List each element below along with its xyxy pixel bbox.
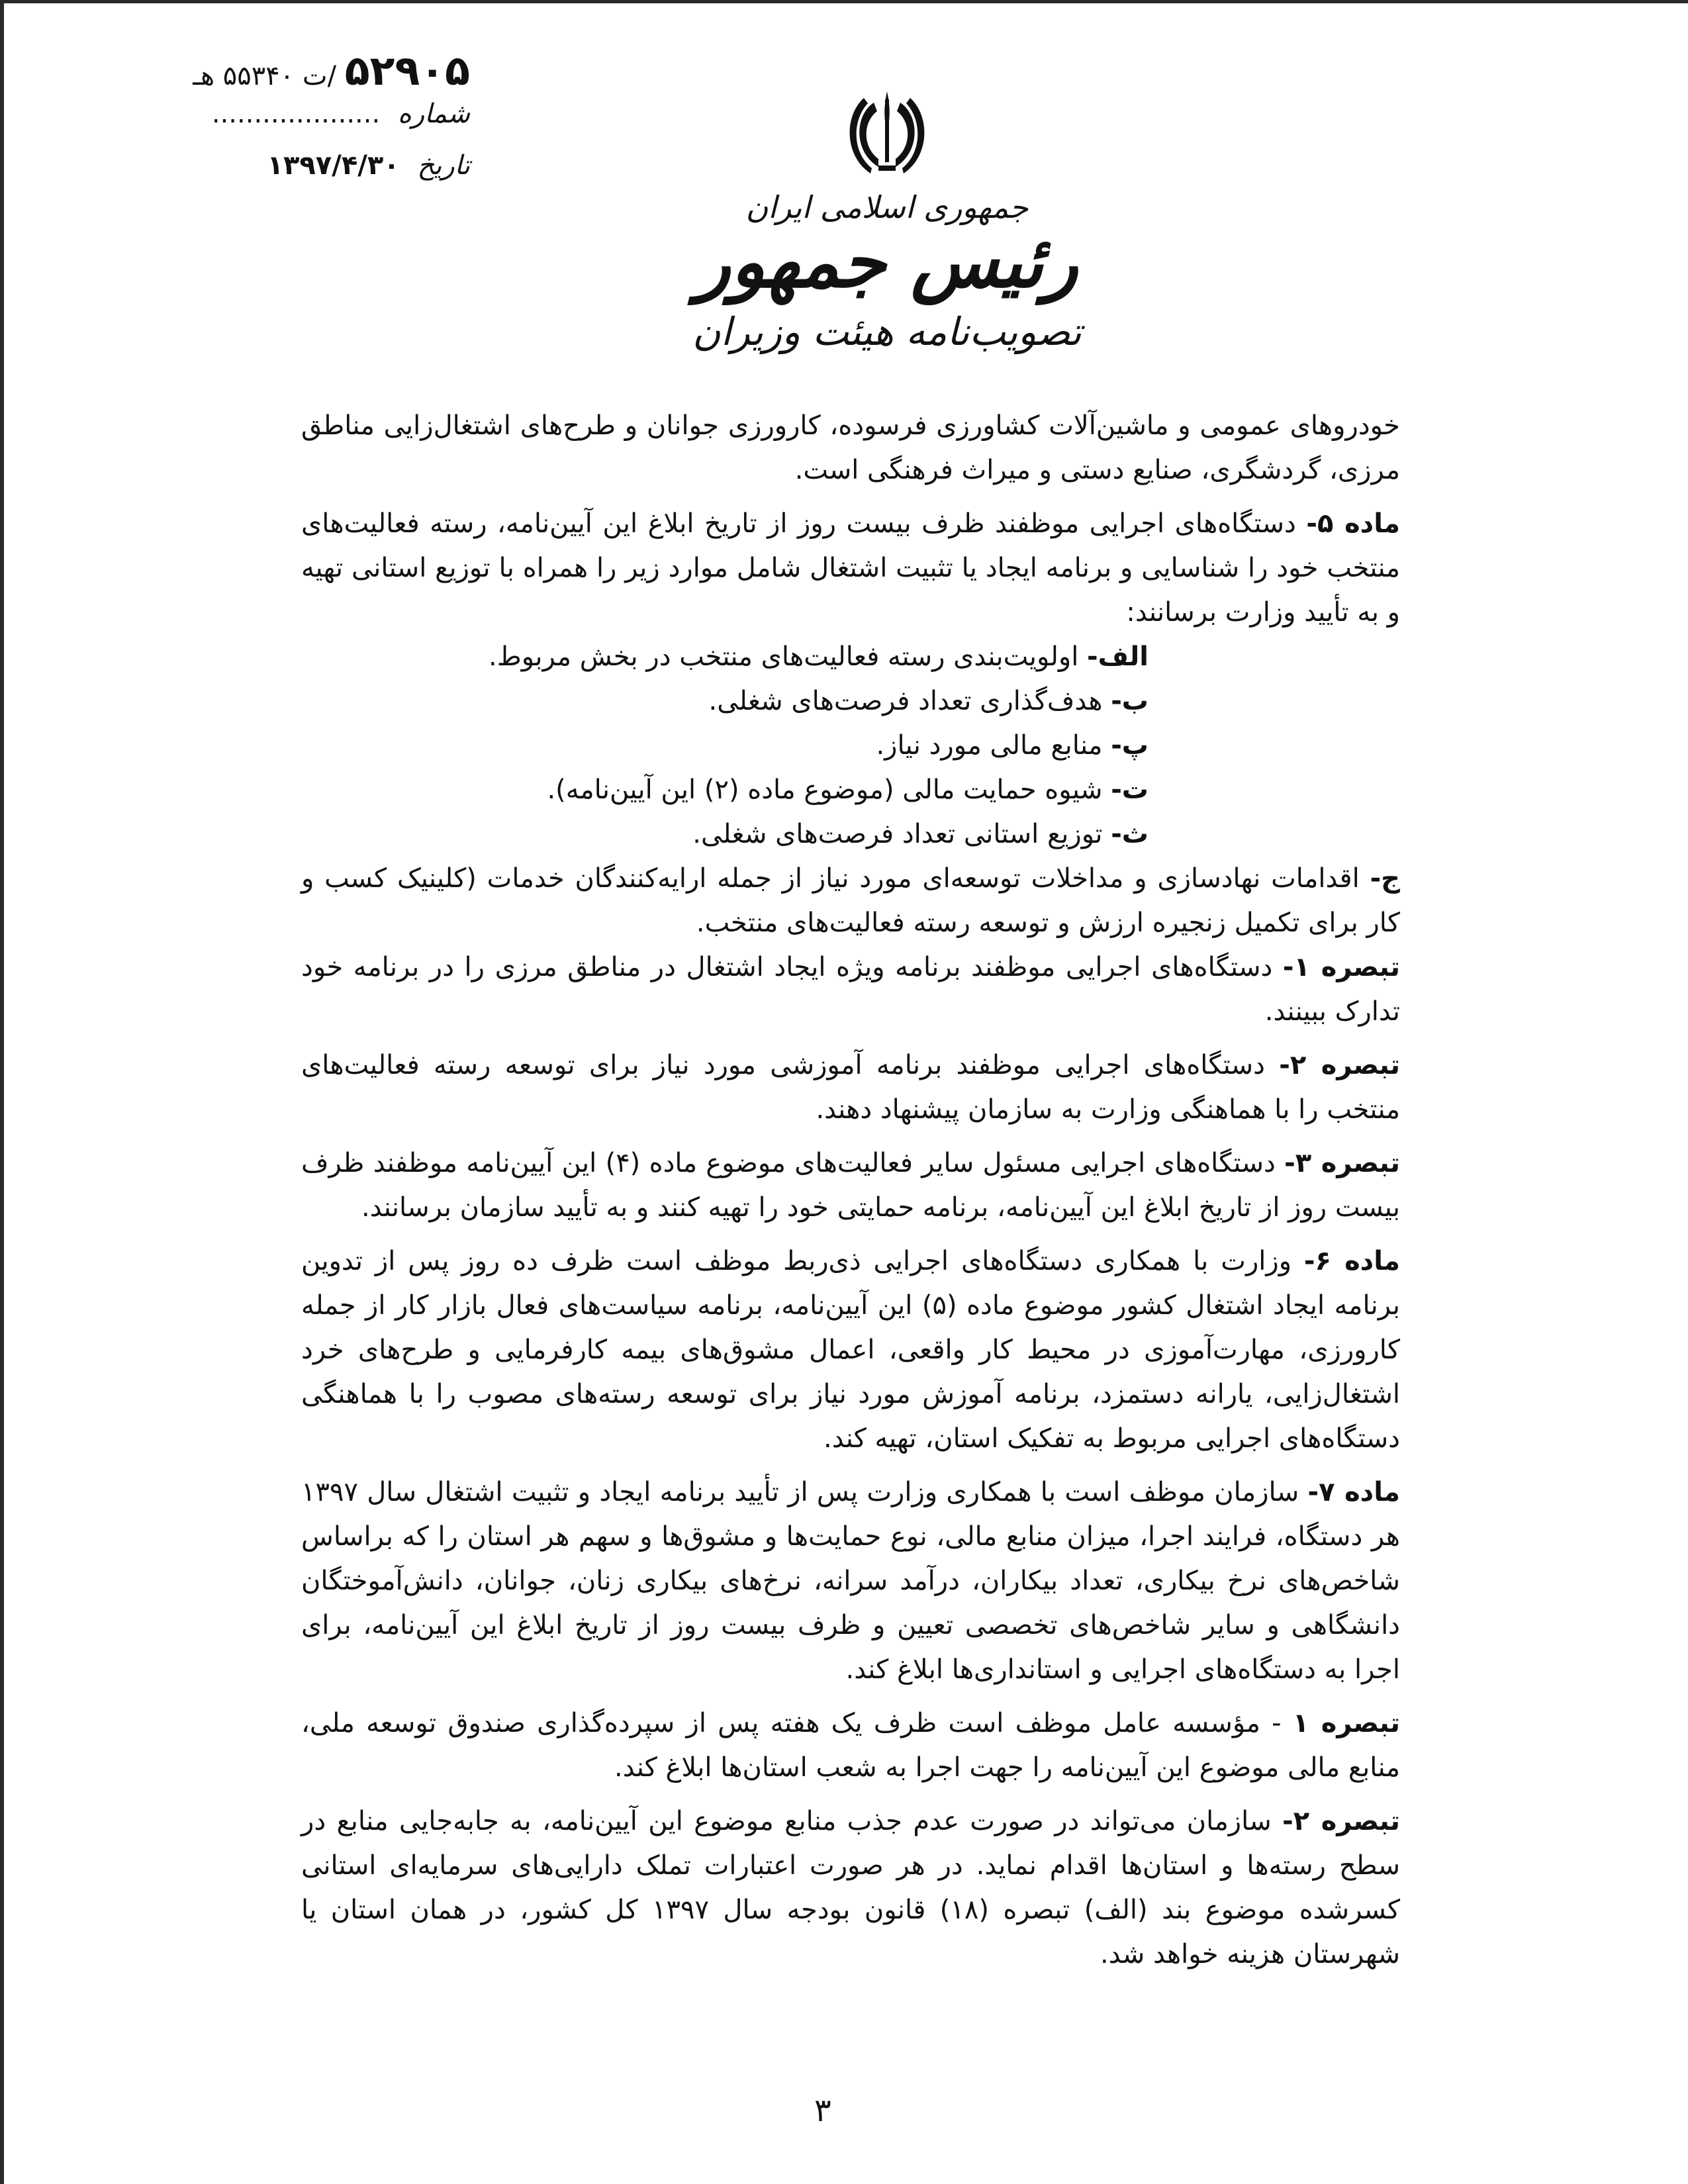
article-5-title: ماده ۵- [1306,508,1400,539]
article-7-text: سازمان موظف است با همکاری وزارت پس از تأیید برنامه ایجاد و تثبیت اشتغال سال ۱۳۹۷ هر دستگاه، فرایند اجرا، میزان منابع مالی، نوع حمایت‌ها و مشوق‌ها و سهم هر استان را که براساس شاخص‌های نرخ بیکاری، تعداد بیکاران، درآمد سرانه، نرخ‌های بیکاری زنان، جوانان، دانش‌آموختگان دانشگاهی و سایر شاخص‌های تخصصی تعیین و ظرف بیست روز از تاریخ ابلاغ این آیین‌نامه، برای اجرا به دستگاه‌های اجرایی و استانداری‌ها ابلاغ کند. [301,1477,1400,1685]
list-item [301,724,1400,768]
list-item-text: هدف‌گذاری تعداد فرصت‌های شغلی. [708,686,1111,716]
document-type: تصویب‌نامه هیئت وزیران [692,309,1082,355]
list-item-text: اولویت‌بندی رسته فعالیت‌های منتخب در بخش مربوط. [489,641,1088,672]
list-item-label: پ- [1111,730,1149,761]
article-7-note-1 [301,1701,1400,1790]
list-item [301,635,1400,679]
reference-block [99,46,470,201]
country-name: جمهوری اسلامی ایران [745,189,1029,225]
note-2-text: دستگاه‌های اجرایی موظفند برنامه آموزشی مورد نیاز برای توسعه رسته فعالیت‌های منتخب را با هماهنگی وزارت به سازمان پیشنهاد دهند. [301,1050,1400,1125]
note-2 [301,1043,1400,1132]
date-value: ۱۳۹۷/۴/۳۰ [267,150,400,181]
list-item [301,679,1400,724]
document-body [301,404,1400,1977]
note-3-title: تبصره ۳- [1284,1148,1401,1178]
article-6-text: وزارت با همکاری دستگاه‌های اجرایی ذی‌ربط موظف است ظرف ده روز پس از تدوین برنامه ایجاد اشتغال کشور موضوع ماده (۵) این آیین‌نامه، برنامه سیاست‌های فعال بازار کار از جمله کارورزی، مهارت‌آموزی در محیط کار واقعی، اعمال مشوق‌های بیمه کارفرمایی و طرح‌های خرد اشتغال‌زایی، یارانه دستمزد، برنامه آموزش مورد نیاز برای توسعه رسته‌های مصوب را با هماهنگی دستگاه‌های اجرایی مربوط به تفکیک استان، تهیه کند. [301,1246,1400,1454]
date-row [99,150,470,201]
list-item-text: اقدامات نهادسازی و مداخلات توسعه‌ای مورد نیاز از جمله ارایه‌کنندگان خدمات (کلینیک کسب و کار برای تکمیل زنجیره ارزش و توسعه رسته فعالیت‌های منتخب. [301,863,1400,938]
national-emblem-icon [837,86,937,179]
scan-edge-left [0,0,4,2184]
list-item-label: ب- [1111,686,1149,716]
article-7-note-2-text: سازمان می‌تواند در صورت عدم جذب منابع موضوع این آیین‌نامه، به جابه‌جایی منابع در سطح رسته‌ها و استان‌ها اقدام نماید. در هر صورت اعتبارات تملک دارایی‌های سرمایه‌ای استانی کسرشده موضوع بند (الف) تبصره (۱۸) قانون بودجه سال ۱۳۹۷ کل کشور، در همان استان یا شهرستان هزینه خواهد شد. [301,1806,1400,1970]
list-item-text: توزیع استانی تعداد فرصت‌های شغلی. [692,819,1111,849]
list-item [301,812,1400,857]
article-6-title: ماده ۶- [1303,1246,1400,1276]
letter-number-main: ۵۲۹۰۵ [344,46,470,95]
article-7-title: ماده ۷- [1307,1477,1400,1507]
number-dots: .................... [211,99,381,129]
list-item-text: منابع مالی مورد نیاز. [876,730,1111,761]
note-1-title: تبصره ۱- [1282,952,1400,982]
scan-edge-top [0,0,1688,3]
letter-number-row [99,46,470,98]
article-5 [301,502,1400,635]
list-item-label: ت- [1111,775,1149,805]
list-item [301,768,1400,812]
paragraph-continuation: خودروهای عمومی و ماشین‌آلات کشاورزی فرسوده، کارورزی جوانان و طرح‌های اشتغال‌زایی مناطق مرزی، گردشگری، صنایع دستی و میراث فرهنگی است. [301,410,1400,485]
note-1-text: دستگاه‌های اجرایی موظفند برنامه ویژه ایجاد اشتغال در مناطق مرزی را در برنامه خود تدارک ببینند. [301,952,1400,1027]
list-item-j [301,857,1400,945]
article-7-note-1-text: - مؤسسه عامل موظف است ظرف یک هفته پس از سپرده‌گذاری صندوق توسعه ملی، منابع مالی موضوع این آیین‌نامه را جهت اجرا به شعب استان‌ها ابلاغ کند. [301,1708,1400,1783]
note-2-title: تبصره ۲- [1279,1050,1400,1080]
page-number: ۳ [814,2092,831,2129]
letterhead [622,86,1152,397]
number-label: شماره [397,99,470,129]
list-item-label: الف- [1087,641,1149,672]
number-label-row [99,98,470,150]
article-5-text: دستگاه‌های اجرایی موظفند ظرف بیست روز از تاریخ ابلاغ این آیین‌نامه، رسته فعالیت‌های منتخب خود را شناسایی و برنامه ایجاد یا تثبیت اشتغال شامل موارد زیر را همراه با توزیع استانی تهیه و به تأیید وزارت برسانند: [301,508,1400,628]
note-3-text: دستگاه‌های اجرایی مسئول سایر فعالیت‌های موضوع ماده (۴) این آیین‌نامه موظفند ظرف بیست روز از تاریخ ابلاغ این آیین‌نامه، برنامه حمایتی خود را تهیه کنند و به تأیید سازمان برسانند. [301,1148,1400,1223]
list-item-label: ج- [1370,863,1400,894]
letter-number-suffix: /ت ۵۵۳۴۰ هـ [193,61,337,91]
article-7 [301,1470,1400,1692]
list-item-label: ث- [1111,819,1149,849]
article-7-note-2-title: تبصره ۲- [1282,1806,1400,1836]
article-6 [301,1239,1400,1461]
date-label: تاریخ [417,150,470,181]
article-7-note-2 [301,1799,1400,1977]
list-item-text: شیوه حمایت مالی (موضوع ماده (۲) این آیین‌نامه). [547,775,1111,805]
note-3 [301,1141,1400,1230]
article-7-note-1-title: تبصره ۱ [1292,1708,1401,1738]
office-title: رئیس جمهور [696,220,1078,304]
note-1 [301,945,1400,1034]
